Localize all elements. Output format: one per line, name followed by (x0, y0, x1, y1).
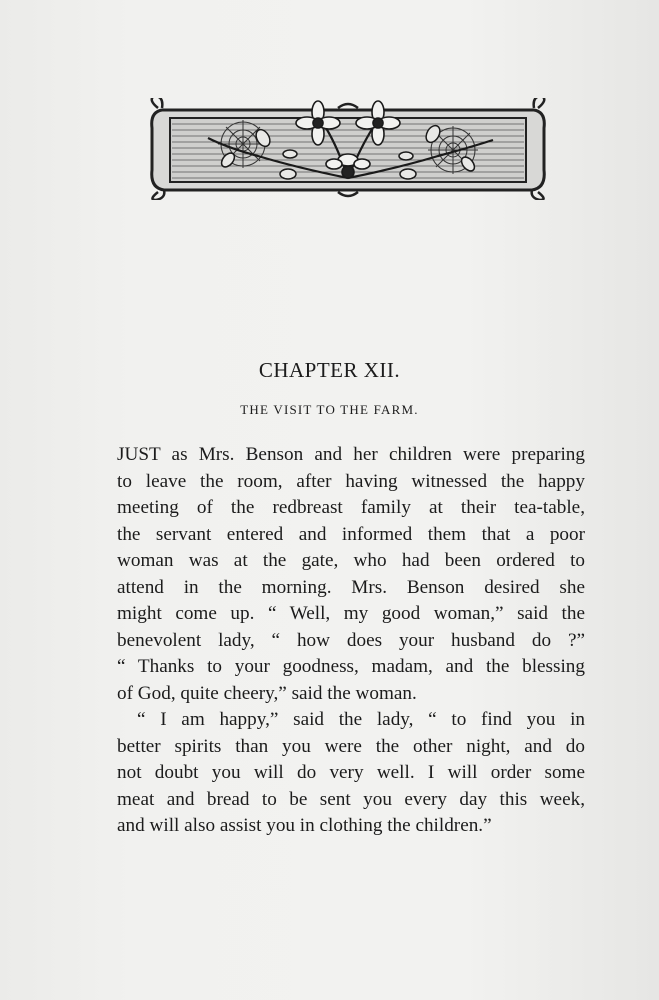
text-line: woman was at the gate, who had been ordered to (117, 550, 585, 571)
text-line: benevolent lady, “ how does your husband do ?” (117, 629, 585, 651)
text-line: meat and bread to be sent you every day this week, (117, 788, 585, 810)
text-line: and will also assist you in clothing the children.” (117, 815, 492, 836)
text-line: “ Thanks to your goodness, madam, and the blessing (117, 656, 585, 677)
floral-ornament-headpiece (148, 98, 548, 200)
text-line: not doubt you will do very well. I will order some (117, 762, 585, 783)
text-line: the servant entered and informed them that a poor (117, 523, 585, 545)
text-line: of God, quite cheery,” said the woman. (117, 682, 417, 704)
text-line: better spirits than you were the other night, and do (117, 735, 585, 757)
chapter-subtitle: THE VISIT TO THE FARM. (240, 402, 419, 417)
text-line: meeting of the redbreast family at their tea-table, (117, 497, 585, 518)
body-paragraphs (117, 442, 585, 840)
text-line: “ I am happy,” said the lady, “ to find you in (137, 709, 585, 730)
text-line: JUST as Mrs. Benson and her children were preparing (117, 444, 585, 465)
text-line: to leave the room, after having witnessed the happy (117, 470, 585, 492)
chapter-title: CHAPTER XII. (258, 358, 401, 382)
text-line: attend in the morning. Mrs. Benson desired she (117, 576, 585, 598)
text-line: might come up. “ Well, my good woman,” said the (117, 603, 585, 624)
